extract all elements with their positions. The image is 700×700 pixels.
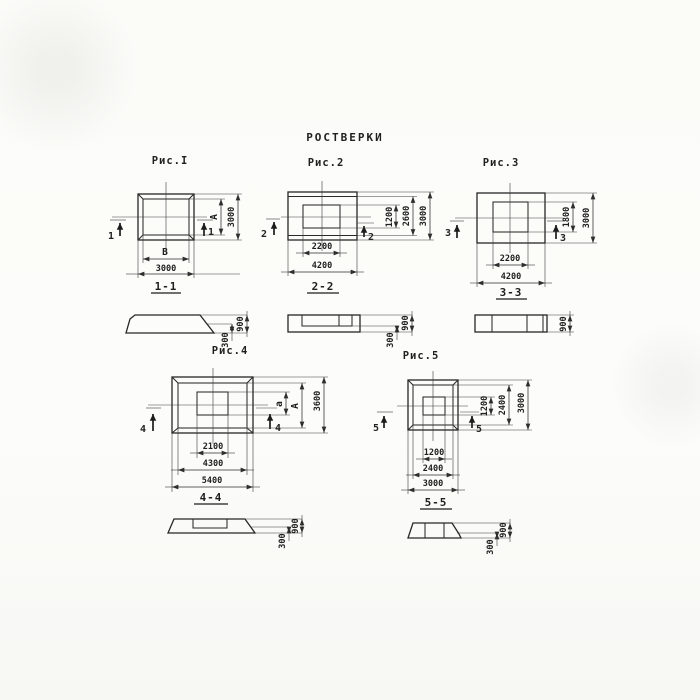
- drawing-title: РОСТВЕРКИ: [306, 131, 384, 144]
- cut-mark-5-right: 5: [475, 424, 483, 435]
- section-name-5-5: 5-5: [424, 496, 448, 509]
- dim-step-300: 300: [221, 332, 231, 348]
- figure-5-label: Рис.5: [402, 350, 440, 362]
- dim-total-900: 900: [499, 522, 509, 538]
- dim-inner-height-a: а: [274, 401, 285, 407]
- dim-3000: 3000: [582, 207, 592, 229]
- dim-3000: 3000: [419, 205, 429, 227]
- cut-mark-1-left: 1: [107, 231, 115, 242]
- figure-3-plan: [445, 183, 597, 299]
- dim-3000-v: 3000: [517, 392, 527, 414]
- figure-5: [373, 350, 532, 555]
- dim-inner-width-B: В: [162, 247, 168, 258]
- dim-1200-v: 1200: [480, 395, 490, 417]
- dim-2400-v: 2400: [498, 394, 508, 416]
- dim-height-3000: 3000: [227, 206, 237, 228]
- dim-3000-h: 3000: [422, 479, 444, 489]
- figure-2-plan: [261, 181, 434, 293]
- cut-mark-4-right: 4: [274, 423, 282, 434]
- dim-total-900: 900: [291, 518, 301, 534]
- dim-width-3000: 3000: [155, 264, 177, 274]
- dim-total-900: 900: [236, 316, 246, 332]
- section-name-1-1: 1-1: [154, 280, 178, 293]
- dim-4200: 4200: [500, 272, 522, 282]
- dim-4200: 4200: [311, 261, 333, 271]
- dim-total-900: 900: [559, 316, 569, 332]
- dim-2200: 2200: [311, 242, 333, 252]
- dim-step-300: 300: [486, 539, 496, 555]
- figure-1-plan: [108, 182, 242, 293]
- figure-2-section: [288, 311, 412, 348]
- figure-4-plan: [140, 368, 328, 504]
- dim-mid-height-A: А: [290, 403, 301, 409]
- cut-mark-3-right: 3: [559, 233, 567, 244]
- section-name-4-4: 4-4: [199, 491, 223, 504]
- cut-mark-2-right: 2: [367, 232, 375, 243]
- figure-3: [445, 157, 597, 336]
- dim-1200: 1200: [385, 206, 395, 228]
- dim-5400: 5400: [201, 476, 223, 486]
- dim-2100: 2100: [202, 442, 224, 452]
- cut-mark-5-left: 5: [372, 423, 380, 434]
- dim-step-300: 300: [278, 533, 288, 549]
- figure-3-section: [475, 311, 574, 336]
- dim-1800: 1800: [562, 206, 572, 228]
- figure-4-label: Рис.4: [211, 345, 249, 357]
- dim-3600: 3600: [313, 390, 323, 412]
- figure-5-section: [408, 519, 510, 555]
- figure-5-plan: [373, 371, 532, 509]
- dim-4300: 4300: [202, 459, 224, 469]
- figure-1-section: [126, 311, 247, 348]
- figure-2: [261, 157, 434, 348]
- figure-2-label: Рис.2: [307, 157, 345, 169]
- figure-3-label: Рис.3: [482, 157, 520, 169]
- figure-4: [140, 345, 328, 549]
- section-name-3-3: 3-3: [499, 286, 523, 299]
- section-name-2-2: 2-2: [311, 280, 335, 293]
- dim-2200: 2200: [499, 254, 521, 264]
- dim-step-300: 300: [386, 332, 396, 348]
- dim-2400-h: 2400: [422, 464, 444, 474]
- cut-mark-4-left: 4: [139, 424, 147, 435]
- cut-mark-1-right: 1: [207, 227, 215, 238]
- dim-total-900: 900: [401, 315, 411, 331]
- dim-2600: 2600: [402, 205, 412, 227]
- figure-4-section: [168, 515, 302, 549]
- figure-1: [108, 155, 247, 348]
- cut-mark-2-left: 2: [260, 229, 268, 240]
- cut-mark-3-left: 3: [444, 228, 452, 239]
- dim-1200-h: 1200: [423, 448, 445, 458]
- figure-1-label: Рис.I: [151, 155, 189, 167]
- dim-inner-height-A: А: [209, 214, 220, 220]
